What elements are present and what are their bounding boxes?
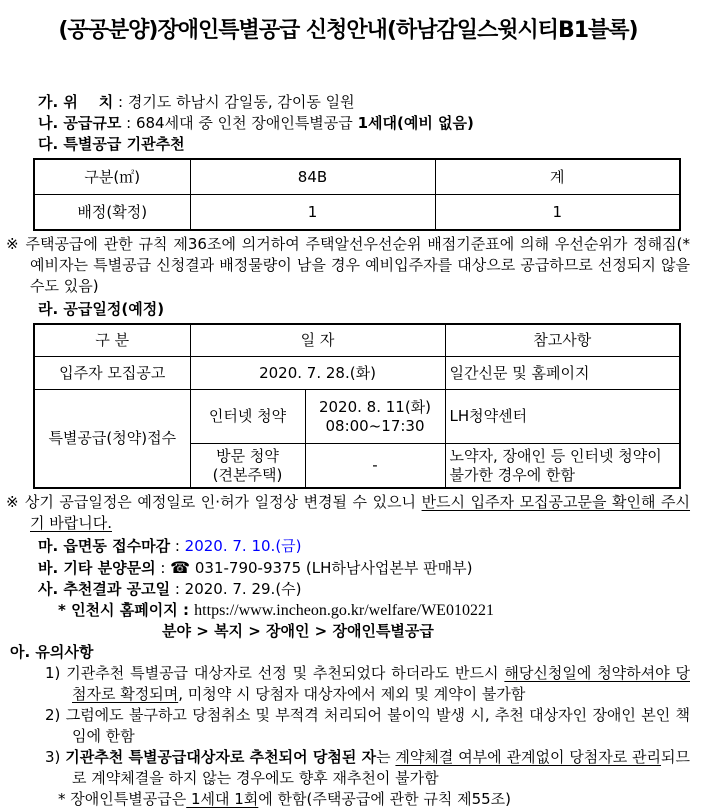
footnote-marker: * (58, 790, 71, 808)
breadcrumb: 분야 > 복지 > 장애인 > 장애인특별공급 (162, 622, 434, 640)
schedule-cell-announcement-label: 입주자 모집공고 (34, 357, 190, 390)
precaution-3-number: 3) (45, 748, 66, 766)
precaution-1-text-a: 기관추천 특별공급 대상자로 선정 및 추천되었다 하더라도 반드시 (66, 664, 505, 682)
item-inquiry (38, 557, 690, 579)
footnote-text-a: 장애인특별공급은 (70, 790, 187, 808)
item-result-date-value: : 2020. 7. 29.(수) (170, 580, 302, 598)
schedule-cell-internet-date (305, 390, 445, 444)
item-deadline (38, 536, 690, 557)
section-precautions: 아. 유의사항 (10, 643, 94, 661)
schedule-header-date: 일 자 (190, 324, 445, 357)
precaution-3-text-a: 는 (376, 748, 396, 766)
precaution-3-text-b: 되므로 계약체결을 하지 않는 경우에도 향후 재추천이 불가함 (72, 748, 690, 787)
allocation-cell-label: 배정(확정) (34, 195, 190, 231)
schedule-header-remarks: 참고사항 (445, 324, 680, 357)
allocation-cell-total: 1 (435, 195, 680, 231)
item-inquiry-value: 031-790-9375 (LH하남사업본부 판매부) (190, 559, 473, 577)
item-supply-scale-highlight: 1세대(예비 없음) (357, 114, 474, 132)
item-supply-scale-value: : 684세대 중 인천 장애인특별공급 (121, 114, 358, 132)
schedule-cell-internet-label: 인터넷 청약 (190, 390, 305, 444)
note-schedule-change (6, 492, 690, 534)
footnote-one-household (6, 789, 690, 810)
note-schedule-change-underline: 반드시 입주자 모집공고문을 확인해 주시기 바랍니다. (30, 493, 691, 532)
item-result-date (38, 579, 690, 600)
schedule-cell-visit-label (190, 444, 305, 489)
schedule-internet-date-line1: 2020. 8. 11(화) (318, 397, 432, 416)
precaution-3 (6, 747, 690, 789)
footnote-underline: 1세대 1회 (186, 790, 259, 808)
item-location-label: 가. 위 치 (38, 93, 114, 111)
schedule-visit-label-line2: (견본주택) (212, 465, 283, 484)
precaution-3-underline: 계약체결 여부에 관계없이 당첨자로 관리 (395, 748, 662, 766)
incheon-homepage-label: * 인천시 홈페이지 : (58, 601, 195, 619)
schedule-header-category: 구 분 (34, 324, 190, 357)
schedule-visit-label-line1: 방문 청약 (216, 446, 279, 465)
footnote-text-b: 에 한함(주택공급에 관한 규칙 제55조) (258, 790, 512, 808)
item-agency-recommendation: 다. 특별공급 기관추천 (38, 135, 185, 153)
schedule-header-row (34, 324, 680, 357)
schedule-cell-reception-group: 특별공급(청약)접수 (34, 390, 190, 489)
allocation-table-data-row (34, 195, 680, 231)
item-location (38, 92, 690, 113)
schedule-cell-visit-remarks: 노약자, 장애인 등 인터넷 청약이 불가한 경우에 한함 (445, 444, 680, 489)
allocation-header-total: 계 (435, 159, 680, 195)
schedule-cell-announcement-remarks: 일간신문 및 홈페이지 (445, 357, 680, 390)
schedule-cell-internet-remarks: LH청약센터 (445, 390, 680, 444)
schedule-row-internet (34, 390, 680, 444)
phone-icon: ☎ (170, 558, 191, 577)
item-deadline-label: 마. 읍면동 접수마감 (38, 537, 171, 555)
precaution-1 (6, 663, 690, 705)
item-deadline-sep: : (170, 537, 185, 555)
item-result-date-label: 사. 추천결과 공고일 (38, 580, 171, 598)
precaution-2-text: 그럼에도 불구하고 당첨취소 및 부적격 처리되어 불이익 발생 시, 추천 대상자인 장애인 본인 책임에 한함 (65, 706, 690, 745)
item-deadline-date: 2020. 7. 10.(금) (184, 537, 302, 555)
allocation-table-header-row (34, 159, 680, 195)
allocation-table (33, 158, 681, 231)
precaution-3-bold: 기관추천 특별공급대상자로 추천되어 당첨된 자 (65, 748, 377, 766)
item-inquiry-sep: : (155, 559, 171, 577)
document-title: (공공분양)장애인특별공급 신청안내(하남감일스윗시티B1블록) (58, 18, 638, 43)
schedule-cell-announcement-date: 2020. 7. 28.(화) (190, 357, 445, 390)
precaution-1-underline: 해당신청일에 청약하셔야 당첨자로 확정되며 (72, 664, 690, 703)
note-priority-rule: ※ 주택공급에 관한 규칙 제36조에 의거하여 주택알선우선순위 배점기준표에 의해 우선순위가 정해짐(*예비자는 특별공급 신청결과 배정물량이 남을 경우 예비입주자를 대상으로 공급하므로 선정되지 않을 수도 있음) (6, 235, 690, 295)
precaution-2 (6, 705, 690, 747)
incheon-homepage-url[interactable]: https://www.incheon.go.kr/welfare/WE010221 (194, 602, 494, 619)
item-supply-scale-label: 나. 공급규모 (38, 114, 122, 132)
allocation-header-type: 구분(㎡) (34, 159, 190, 195)
item-supply-scale (38, 113, 690, 134)
incheon-homepage-line (58, 600, 690, 621)
allocation-cell-84b: 1 (190, 195, 435, 231)
precaution-1-number: 1) (45, 664, 67, 682)
precaution-1-text-b: , 미청약 시 당첨자 대상자에서 제외 및 계약이 불가함 (178, 685, 526, 703)
precaution-2-number: 2) (45, 706, 66, 724)
schedule-cell-visit-date: - (305, 444, 445, 489)
item-inquiry-label: 바. 기타 분양문의 (38, 559, 156, 577)
note-schedule-change-plain: ※ 상기 공급일정은 예정일로 인·허가 일정상 변경될 수 있으니 (6, 493, 422, 511)
item-location-value: : 경기도 하남시 감일동, 감이동 일원 (113, 93, 355, 111)
schedule-row-announcement (34, 357, 680, 390)
allocation-header-84b: 84B (190, 159, 435, 195)
schedule-internet-date-line2: 08:00~17:30 (325, 416, 425, 435)
item-schedule: 라. 공급일정(예정) (38, 300, 165, 318)
schedule-table (33, 323, 681, 489)
